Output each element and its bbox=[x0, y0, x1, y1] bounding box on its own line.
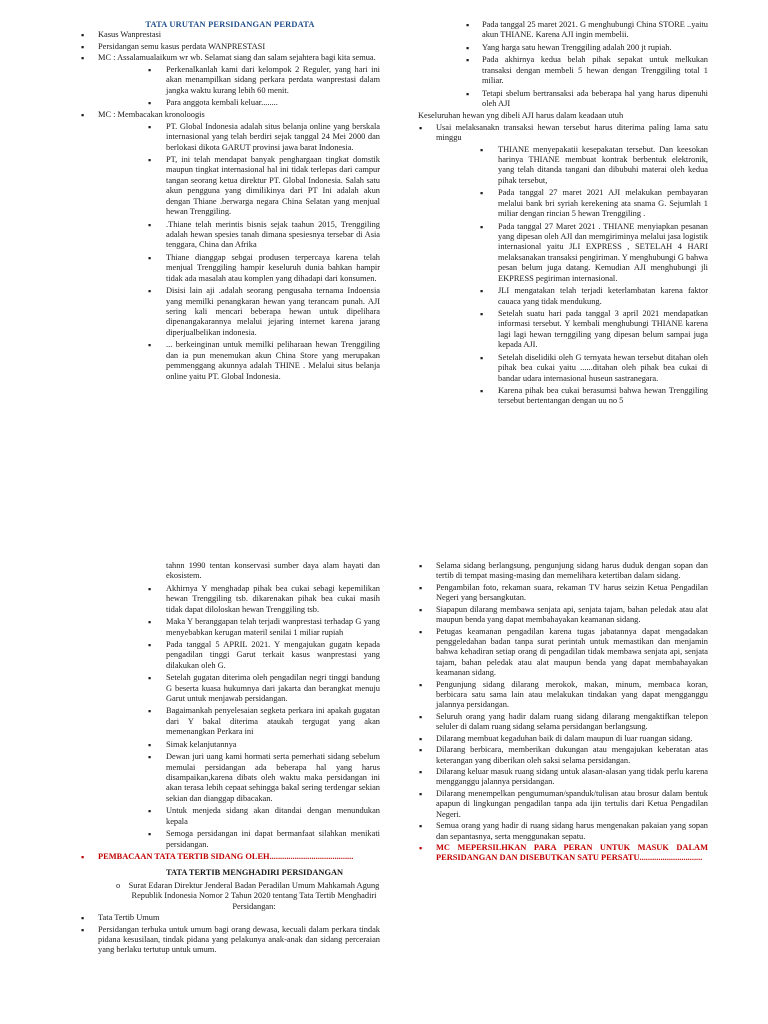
sub-list-item: ▪ Setelah gugatan diterima oleh pengadilan negri tinggi bandung G beserta kuasa hukumnya dari jakarta dan berangkat menuju Garut untuk menjawab persidangan. bbox=[80, 673, 380, 704]
sub-list-item: ▪ Akhirnya Y menghadap pihak bea cukai sebagi kepemilikan hewan Trenggiling tsb. dikarenakan pihak bea cukai masih tidak dapat diloloskan hewan Trenggiling tsb. bbox=[80, 584, 380, 615]
sub-list-item: ▪ Tetapi sbelum bertransaksi ada beberapa hal yang harus dipenuhi oleh AJI bbox=[418, 89, 708, 110]
sub-list-item: ▪ Thiane dianggap sebgai produsen terpercaya karena telah menjual Trenggiling hampir keseluruh dunia bahkan hampir tidak ada masalah atau komplen yang dihadapi dari konsumen. bbox=[80, 253, 380, 284]
list-item: ▪ MC : Assalamualaikum wr wb. Selamat siang dan salam sejahtera bagi kita semua. bbox=[80, 53, 380, 63]
list-item: ▪ Persidangan terbuka untuk umum bagi orang dewasa, kecuali dalam perkara tindak pidana kesusilaan, tindak pidana yang pelakunya anak-anak dan sidang perceraian yang berlaku tertutup untuk umum. bbox=[80, 925, 380, 956]
document-title: TATA URUTAN PERSIDANGAN PERDATA bbox=[145, 20, 315, 29]
list-item: ▪ Kasus Wanprestasi bbox=[80, 30, 380, 40]
sub-list-item: ▪ Perkenalkanlah kami dari kelompok 2 Reguler, yang hari ini akan menampilkan sidang perkara perdata wanprestasi dalam jangka waktu kurang lebih 60 menit. bbox=[80, 65, 380, 96]
list-item: ▪ Tata Tertib Umum bbox=[80, 913, 380, 923]
circle-list-item: o Surat Edaran Direktur Jenderal Badan Peradilan Umum Mahkamah Agung Republik Indonesia Nomor 2 Tahun 2020 tentang Tata Tertib Menghadiri Persidangan: bbox=[80, 881, 380, 912]
red-list-item: ▪ PEMBACAAN TATA TERTIB SIDANG OLEH........................................ bbox=[80, 852, 380, 862]
sub-list-item: ▪ Semoga persidangan ini dapat bermanfaat silahkan menikati persidangan. bbox=[80, 829, 380, 850]
list-item: ▪ Selama sidang berlangsung, pengunjung sidang harus duduk dengan sopan dan tertib di tempat masing-masing dan memelihara ketertiban dalam sidang. bbox=[418, 561, 708, 582]
sub-list-item: ▪ Yang harga satu hewan Trenggiling adalah 200 jt rupiah. bbox=[418, 43, 708, 53]
section-heading: TATA TERTIB MENGHADIRI PERSIDANGAN bbox=[166, 868, 344, 878]
list-item: ▪ Pengambilan foto, rekaman suara, rekaman TV harus seizin Ketua Pengadilan Negeri yang bersangkutan. bbox=[418, 583, 708, 604]
sub-list-item: ▪ Karena pihak bea cukai berasumsi bahwa hewan Trenggiling tersebut bertentangan dengan uu no 5 bbox=[418, 386, 708, 407]
document-column-bottom-right bbox=[418, 561, 708, 865]
continued-text: tahnn 1990 tentan konservasi sumber daya alam hayati dan ekosistem. bbox=[166, 561, 380, 581]
list-item: ▪ Semua orang yang hadir di ruang sidang harus mengenakan pakaian yang sopan dan sepantasnya, serta menggunakan sepatu. bbox=[418, 821, 708, 842]
sub-list-item: ▪ Pada tanggal 5 APRIL 2021. Y mengajukan gugatn kepada pengadilan tinggi Garut terkait kasus wanprestasi yang dilakukan oleh G. bbox=[80, 640, 380, 671]
sub-list-item: ▪ Untuk menjeda sidang akan ditandai dengan menundukan kepala bbox=[80, 806, 380, 827]
list-item: ▪ Dilarang keluar masuk ruang sidang untuk alasan-alasan yang tidak perlu karena mengganggu jalannya persidangan. bbox=[418, 767, 708, 788]
sub-list-item: ▪ THIANE menyepakatii kesepakatan tersebut. Dan keesokan harinya THIANE membuat kontrak berbentuk elektronik, yang telah ditanda tangani dan dibubuhi materai oleh kedua pihak tersebut, bbox=[418, 145, 708, 187]
list-item: ▪ Persidangan semu kasus perdata WANPRESTASI bbox=[80, 42, 380, 52]
sub-list-item: ▪ PT. Global Indonesia adalah situs belanja online yang berskala internasional yang telah berdiri sejak tanggal 24 Mei 2000 dan berlokasi dikota GARUT provinsi jawa barat Indonesia. bbox=[80, 122, 380, 153]
sub-list-item: ▪ Dewan juri uang kami hormati serta pemerhati sidang sebelum memulai persidangan ada beberapa hal yang harus disampaikan,karena dibats oleh waktu maka persidangan ini akan terasa lebih cepaat sehingga bakal sering terdengar sekian sekian dan dianggap dibacakan. bbox=[80, 752, 380, 804]
sub-list-item: ▪ Pada akhirnya kedua belah pihak sepakat untuk melkukan transaksi dengan membeli 5 hewan dengan Trenggiling total 1 miliar. bbox=[418, 55, 708, 86]
sub-list-item: ▪ Disisi lain aji .adalah seorang pengusaha ternama Indoensia yang memilki penangkaran hewan yang terancam punah. AJI sering kali mencari beberapa hewan untuk dipelihara dipenangakarannya melalui jejaring internet karena jarang diperjualbelikan indonesia. bbox=[80, 286, 380, 338]
sub-list-item: ▪ Para anggota kembali keluar........ bbox=[80, 98, 380, 108]
sub-list-item: ▪ Simak kelanjutannya bbox=[80, 740, 380, 750]
list-item: ▪ Siapapun dilarang membawa senjata api, senjata tajam, bahan peledak atau alat maupun benda yang dapat membahayakan keamanan sidang. bbox=[418, 605, 708, 626]
sub-list-item: ▪ ... berkeinginan untuk memilki peliharaan hewan Trenggiling dan ia pun menemukan akun China Store yang merupakan pemmenggang akunnya adalah THINE . Melalui situs belanja online yaitu PT. Global Indonesia. bbox=[80, 340, 380, 382]
list-item: ▪ Dilarang berbicara, memberikan dukungan atau mengajukan keberatan atas keterangan yang diberikan oleh saksi selama persidangan. bbox=[418, 745, 708, 766]
document-column-top-right bbox=[418, 20, 708, 409]
sub-list-item: ▪ Bagaimankah penyelesaian segketa perkara ini apakah gugatan dari Y bakal diterima ataukah tergugat yang akan memenangkan Perkara ini bbox=[80, 706, 380, 737]
sub-list-item: ▪ .Thiane telah merintis bisnis sejak taahun 2015, Trenggiling adalah hewan spesies tanah dimana spesiesnya tersebar di Asia tenggara, China dan Afrika bbox=[80, 220, 380, 251]
sub-list-item: ▪ Pada tanggal 27 Maret 2021 . THIANE menyiapkan pesanan yang dipesan oleh AJI dan memgiriminya melalui jasa logistik internasional yaitu JLI EXPRESS , SETELAH 4 HARI melaksanakan transaksi pengiriman. Y menghubungi G bahwa pesan belum juga datang. Kemudian AJI menghubungi jli EKPRESS pegiriman internasional. bbox=[418, 222, 708, 285]
list-item: ▪ Dilarang membuat kegaduhan baik di dalam maupun di luar ruangan sidang. bbox=[418, 734, 708, 744]
list-item: ▪ Dilarang menempelkan pengumuman/spanduk/tulisan atau brosur dalam bentuk apapun di lingkungan pengadilan tanpa ada ijin tertulis dari Ketua Pengadilan Negeri. bbox=[418, 789, 708, 820]
document-column-top-left bbox=[80, 20, 380, 384]
sub-list-item: ▪ Setelah suatu hari pada tanggal 3 april 2021 mendapatkan informasi tersebut. Y kembali menghubungi THIANE karena lagi lagi hewan ternggiling yang dipesan belum sampai juga kepada AJI. bbox=[418, 309, 708, 351]
sub-list-item: ▪ PT, ini telah mendapat banyak penghargaan tingkat domstik maupun tingkat internasional hal ini tidak terlepas dari campur tangan seorang ketua direktur PT. Global Indonesia. Salah satu akun pengguna yang dimilikinya dari PT Ini adalah akun dengan Thiane .berwarga negara China Selatan yang menjual hewan Trenggiling. bbox=[80, 155, 380, 218]
list-item: Keseluruhan hewan yng dibeli AJI harus dalam keadaan utuh bbox=[418, 111, 624, 121]
sub-list-item: ▪ Pada tanggal 25 maret 2021. G menghubungi China STORE ..yaitu akun THIANE. Karena AJI ingin membelii. bbox=[418, 20, 708, 41]
list-item: ▪ Seluruh orang yang hadir dalam ruang sidang dilarang mengaktifkan telepon seluler di dalam ruang sidang selama persidangan berlangsung. bbox=[418, 712, 708, 733]
list-item: ▪ Usai melaksanakn transaksi hewan tersebut harus diterima paling lama satu minggu bbox=[418, 123, 708, 144]
list-item: ▪ MC : Membacakan kronoloogis bbox=[80, 110, 380, 120]
document-column-bottom-left bbox=[80, 561, 380, 957]
list-item: ▪ Pengunjung sidang dilarang merokok, makan, minum, membaca koran, berbicara satu sama lain atau melakukan tindakan yang dapat mengganggu jalannya persidangan. bbox=[418, 680, 708, 711]
sub-list-item: ▪ JLI mengatakan telah terjadi keterlambatan karena faktor cauaca yang tidak mendukung. bbox=[418, 286, 708, 307]
red-list-item: ▪ MC MEPERSILHKAN PARA PERAN UNTUK MASUK DALAM PERSIDANGAN DAN DISEBUTKAN SATU PERSATU.............................. bbox=[418, 843, 708, 864]
list-item: ▪ Petugas keamanan pengadilan karena tugas jabatannya dapat mengadakan penggeledahan badan tanpa surat perintah untuk memastikan dan menjamin bahwa kehadiran setiap orang di pengadilan tidak membawa senjata api, senjata tajam, bahan peledak atau alat maupun benda yang dapat membahayakan keamanan sidang. bbox=[418, 627, 708, 679]
sub-list-item: ▪ Pada tanggal 27 maret 2021 AJI melakukan pembayaran melalui bank bri syriah kerekening ata snama G. Sejumlah 1 miliar dengan rincian 5 hewan Trenggiling . bbox=[418, 188, 708, 219]
sub-list-item: ▪ Maka Y beranggapan telah terjadi wanprestasi terhadap G yang menyebabkan kerugan materil senilai 1 miliar rupiah bbox=[80, 617, 380, 638]
sub-list-item: ▪ Setelah diselidiki oleh G ternyata hewan tersebut ditahan oleh pihak bea cukai yaitu ......ditahan oleh pihak bea cukai di bandar udara internasional huseun sastranegara. bbox=[418, 353, 708, 384]
